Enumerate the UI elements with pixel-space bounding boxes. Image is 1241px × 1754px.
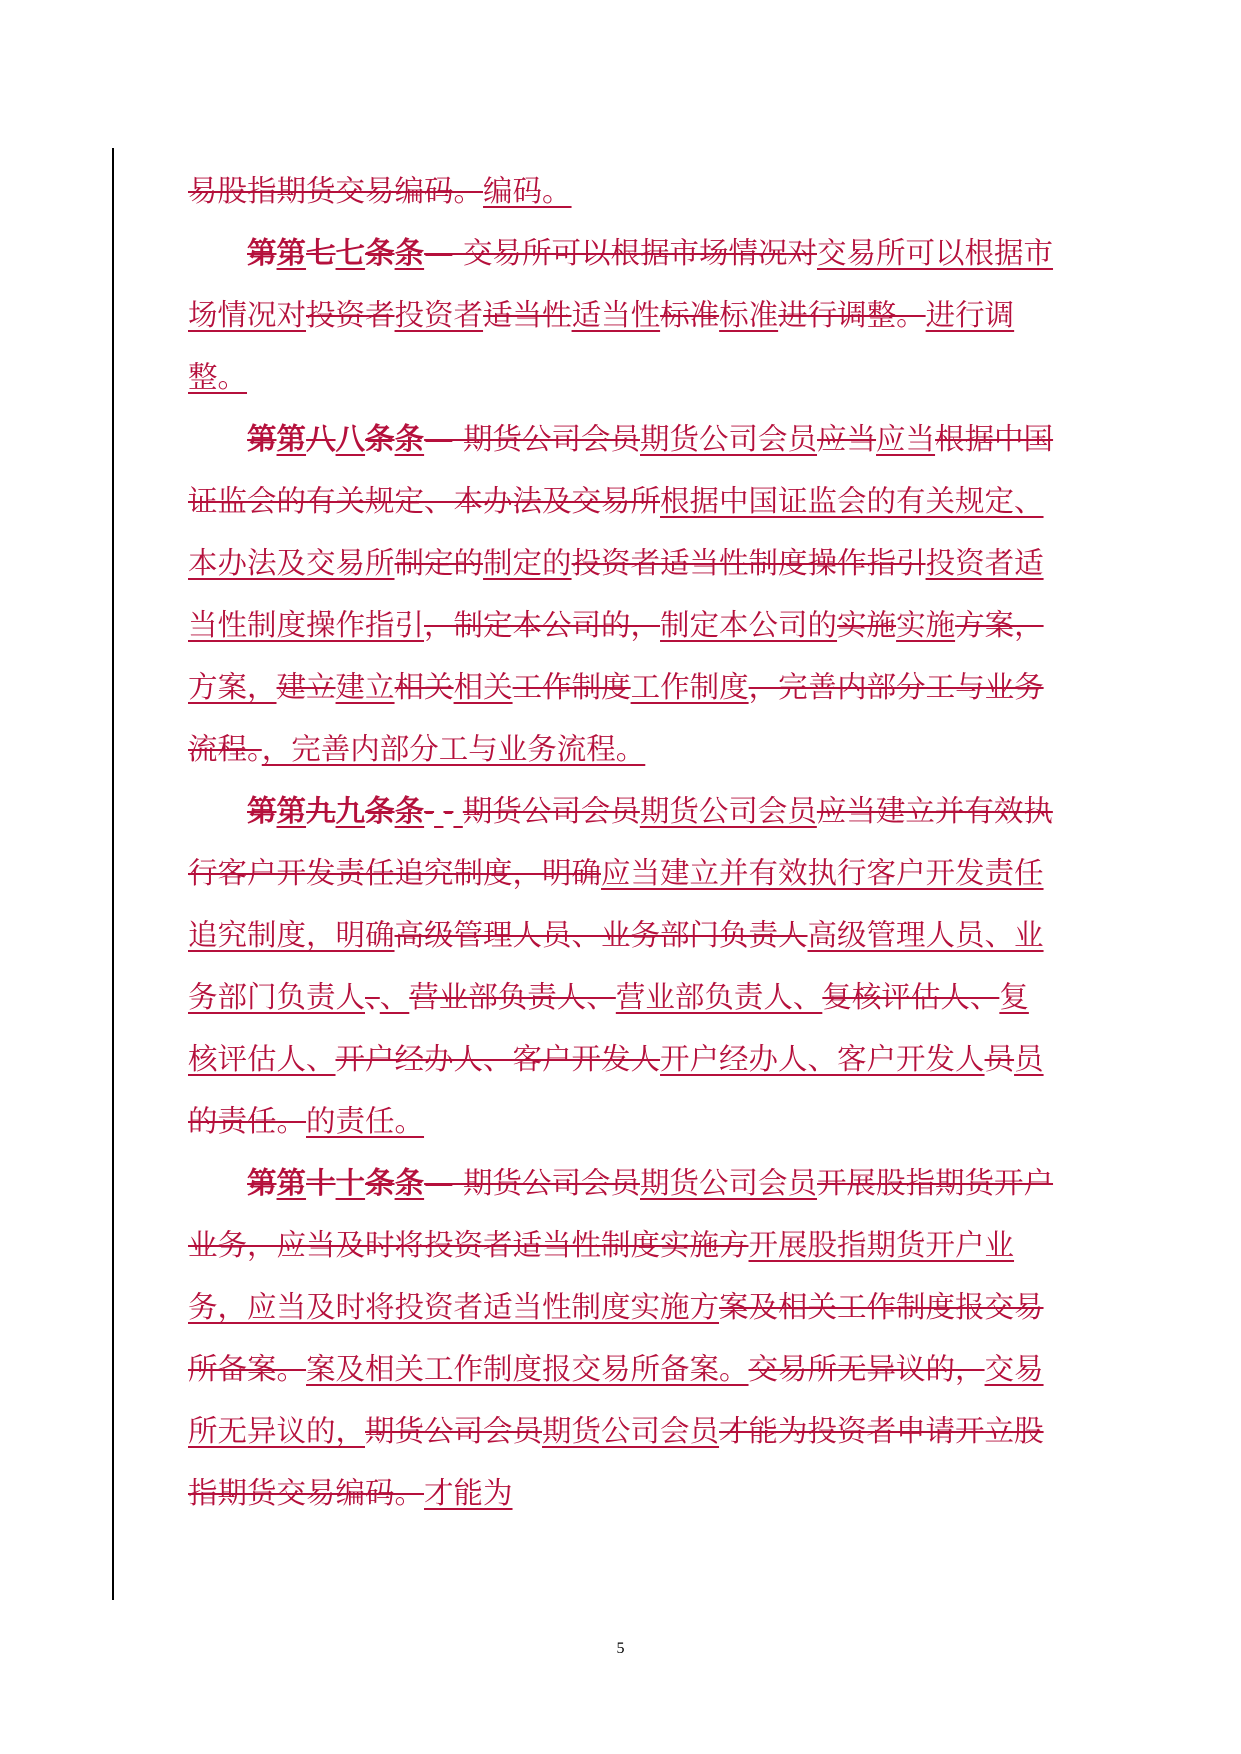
inserted-text: 工作制度 — [630, 670, 749, 704]
deleted-text: 条 — [365, 793, 395, 828]
inserted-text: 七 — [335, 235, 366, 270]
inserted-text: 开展股指期货开户业务，应当及时将投资者适当性制度实施方 — [188, 1228, 1015, 1324]
inserted-text: 十 — [335, 1165, 366, 1200]
deleted-text: 编码。 — [394, 174, 484, 208]
inserted-text — [453, 794, 462, 828]
deleted-text: ，完善内部分工与业务流程。 — [188, 670, 1044, 766]
deleted-text: 制定的 — [394, 546, 484, 580]
deleted-text: 工作制度 — [512, 670, 631, 704]
deleted-text: 易股指期货交易 — [188, 174, 395, 208]
deleted-text: 期货公司会员 — [462, 794, 640, 828]
deleted-text: 开户经办人、客户开发人 — [335, 1042, 661, 1076]
deleted-text: 条 — [365, 421, 395, 456]
inserted-text: 标准 — [719, 298, 779, 332]
deleted-text: 十 — [306, 1165, 336, 1200]
deleted-text: 营业部负责人、 — [409, 980, 616, 1014]
article-7 — [188, 222, 1056, 408]
inserted-text: 条 — [394, 793, 425, 828]
deleted-text: 第 — [247, 1165, 277, 1200]
deleted-text: 七 — [306, 235, 336, 270]
inserted-text: 第 — [276, 793, 307, 828]
document-body — [188, 160, 1056, 1524]
inserted-text: 制定的 — [483, 546, 572, 580]
deleted-text: 相关 — [394, 670, 454, 704]
inserted-text: 实施 — [896, 608, 956, 642]
revision-change-bar — [112, 148, 114, 1600]
inserted-text: 适当性 — [571, 298, 661, 332]
deleted-text: 条 — [365, 1165, 395, 1200]
inserted-text: ，完善内部分工与业务流程。 — [261, 732, 646, 766]
article-9 — [188, 780, 1056, 1152]
deleted-text: — — [424, 422, 463, 456]
deleted-text: 应当 — [817, 422, 877, 456]
article-10 — [188, 1152, 1056, 1524]
inserted-text: 期货公司会员 — [542, 1414, 720, 1448]
inserted-text: 投资者适当性制度操作指引 — [188, 546, 1044, 642]
deleted-text: 条 — [365, 235, 395, 270]
deleted-text: — — [424, 236, 463, 270]
deleted-text: 高级管理人员、业务部门负责人 — [394, 918, 808, 952]
para-continuation — [188, 160, 1056, 222]
deleted-text: 八 — [306, 421, 336, 456]
article-8 — [188, 408, 1056, 780]
deleted-text: 第 — [247, 793, 277, 828]
inserted-text: 条 — [394, 1165, 425, 1200]
inserted-text: 案及相关工作制度报交易所备案。 — [306, 1352, 749, 1386]
deleted-text: 员 — [984, 1042, 1015, 1076]
inserted-text: 才能为 — [424, 1476, 513, 1510]
deleted-text: 复核评估人、 — [822, 980, 1000, 1014]
inserted-text: 根据中国证监会的有关规定、本办法及交易所 — [188, 484, 1044, 580]
deleted-text: - — [443, 794, 454, 828]
deleted-text: 根据中国证监会的有关规定、本办法及交易所 — [188, 422, 1054, 518]
deleted-text: 九 — [306, 793, 336, 828]
inserted-text: 复核评估人、 — [188, 980, 1029, 1076]
page-number: 5 — [616, 1640, 625, 1657]
deleted-text: — — [424, 1166, 463, 1200]
inserted-text: 交易所可以根据市场情况对 — [188, 236, 1054, 332]
inserted-text: 开户经办人、客户开发人 — [660, 1042, 985, 1076]
deleted-text: 实施 — [837, 608, 897, 642]
inserted-text: 高级管理人员、业务部门负责人 — [188, 918, 1044, 1014]
inserted-text: 相关 — [453, 670, 513, 704]
deleted-text: 建立 — [276, 670, 336, 704]
inserted-text: 条 — [394, 235, 425, 270]
deleted-text: ，制定本公司的， — [424, 608, 661, 642]
deleted-text: - — [424, 794, 435, 828]
inserted-text: 期货公司会员 — [640, 1166, 818, 1200]
inserted-text: 第 — [276, 1165, 307, 1200]
inserted-text: 第 — [276, 235, 307, 270]
inserted-text: 交易所无异议的， — [188, 1352, 1044, 1448]
deleted-text: 适当性 — [483, 298, 572, 332]
inserted-text: 建立 — [335, 670, 395, 704]
deleted-text: 的责任。 — [188, 1104, 307, 1138]
deleted-text: 投资者适当性制度操作指引 — [571, 546, 926, 580]
inserted-text: 八 — [335, 421, 366, 456]
deleted-text: 交易所无异议的， — [748, 1352, 985, 1386]
deleted-text: 期货公司会员 — [365, 1414, 543, 1448]
deleted-text: 第 — [247, 235, 277, 270]
inserted-text: 、 — [379, 980, 410, 1014]
deleted-text: 标准 — [660, 298, 720, 332]
inserted-text: 九 — [335, 793, 366, 828]
inserted-text: 条 — [394, 421, 425, 456]
deleted-text: 第 — [247, 421, 277, 456]
deleted-text: 期货公司会员 — [462, 422, 640, 456]
deleted-text: 才能为投资者申请开立股指期货交易编码。 — [188, 1414, 1044, 1510]
deleted-text: 进行调整。 — [778, 298, 926, 332]
inserted-text: 期货公司会员 — [639, 794, 817, 828]
inserted-text: 编码。 — [483, 174, 572, 208]
deleted-text: 开展股指期货开户业务，应当及时将投资者适当性制度实施方 — [188, 1166, 1054, 1262]
inserted-text: 第 — [276, 421, 307, 456]
inserted-text: 投资者 — [394, 298, 484, 332]
deleted-text: 应当建立并有效执行客户开发责任追究制度，明确 — [188, 794, 1053, 890]
deleted-text: 投资者 — [306, 298, 395, 332]
deleted-text: 交易所可以根据市场情况对 — [462, 236, 817, 270]
deleted-text: 、 — [365, 980, 380, 1014]
deleted-text: 案及相关工作制度报交易所备案。 — [188, 1290, 1044, 1386]
inserted-text: 进行调整。 — [188, 298, 1015, 394]
inserted-text: 制定本公司的 — [660, 608, 838, 642]
inserted-text: 应当 — [876, 422, 936, 456]
deleted-text: 方案， — [955, 608, 1044, 642]
deleted-text: 期货公司会员 — [462, 1166, 640, 1200]
inserted-text: 的责任。 — [306, 1104, 425, 1138]
inserted-text: 期货公司会员 — [640, 422, 818, 456]
inserted-text: 员 — [1014, 1042, 1044, 1076]
inserted-text: 营业部负责人、 — [615, 980, 823, 1014]
inserted-text: 方案， — [188, 670, 277, 704]
inserted-text: 应当建立并有效执行客户开发责任追究制度，明确 — [188, 856, 1044, 952]
